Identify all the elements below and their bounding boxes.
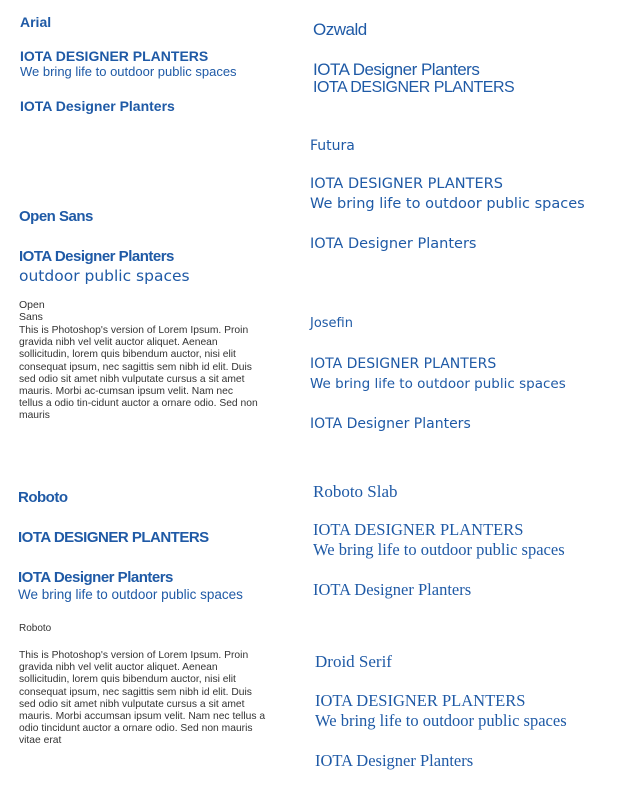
font-name-arial: Arial (20, 14, 52, 30)
specimen-tagline: We bring life to outdoor public spaces (315, 711, 567, 730)
specimen-caps: IOTA DESIGNER PLANTERS (313, 520, 524, 539)
font-name-droidserif: Droid Serif (315, 652, 392, 671)
specimen-title: IOTA Designer Planters (18, 569, 173, 586)
specimen-label: Open Sans (19, 299, 45, 323)
font-name-futura: Futura (310, 138, 355, 154)
specimen-caps: IOTA DESIGNER PLANTERS (310, 176, 503, 192)
specimen-tagline: We bring life to outdoor public spaces (310, 376, 566, 392)
specimen-title: IOTA Designer Planters (19, 248, 174, 265)
specimen-title: IOTA Designer Planters (20, 98, 175, 114)
font-name-roboto: Roboto (18, 489, 68, 506)
font-name-opensans: Open Sans (19, 208, 93, 225)
specimen-paragraph: This is Photoshop's version of Lorem Ipsum. Proin gravida nibh vel velit auctor aliquet. Aenean sollicitudin, lorem quis bibendum auctor, nisi elit consequat ipsum, nec sagittis sem nibh id elit. Duis sed odio sit amet nibh vulputate cursus a sit amet mauris. Morbi ac-cumsan ipsum velit. Nam nec tellus a odio tin-cidunt auctor a ornare odio. Sed non mauris (19, 325, 258, 422)
specimen-tagline: We bring life to outdoor public spaces (18, 587, 243, 602)
specimen-title: IOTA Designer Planters (315, 751, 474, 770)
font-name-robotoslab: Roboto Slab (313, 482, 398, 501)
font-name-josefin: Josefin (310, 316, 353, 331)
specimen-paragraph: This is Photoshop's version of Lorem Ipsum. Proin gravida nibh vel velit auctor aliquet. Aenean sollicitudin, lorem quis bibendum auctor, nisi elit consequat ipsum, nec sagittis sem nibh id elit. Duis sed odio sit amet nibh vulputate cursus a sit amet mauris. Morbi accumsan ipsum velit. Nam nec tellus a odio tincidunt auctor a ornare odio. Sed non mauris vitae erat (19, 650, 266, 747)
specimen-caps: IOTA DESIGNER PLANTERS (20, 48, 209, 64)
specimen-caps: IOTA DESIGNER PLANTERS (18, 529, 209, 546)
specimen-tagline-short: outdoor public spaces (19, 267, 190, 285)
specimen-caps: IOTA DESIGNER PLANTERS (315, 691, 526, 710)
specimen-tagline: We bring life to outdoor public spaces (20, 64, 237, 79)
specimen-caps: IOTA DESIGNER PLANTERS (310, 356, 497, 372)
specimen-title: IOTA Designer Planters (313, 580, 472, 599)
specimen-title: IOTA Designer Planters (310, 416, 471, 432)
font-name-ozwald: Ozwald (313, 20, 367, 39)
specimen-title: IOTA Designer Planters (313, 60, 480, 79)
specimen-tagline: We bring life to outdoor public spaces (313, 540, 565, 559)
specimen-title: IOTA Designer Planters (310, 236, 477, 252)
specimen-label: Roboto (19, 623, 52, 634)
specimen-caps: IOTA DESIGNER PLANTERS (313, 79, 515, 96)
specimen-tagline: We bring life to outdoor public spaces (310, 196, 585, 212)
